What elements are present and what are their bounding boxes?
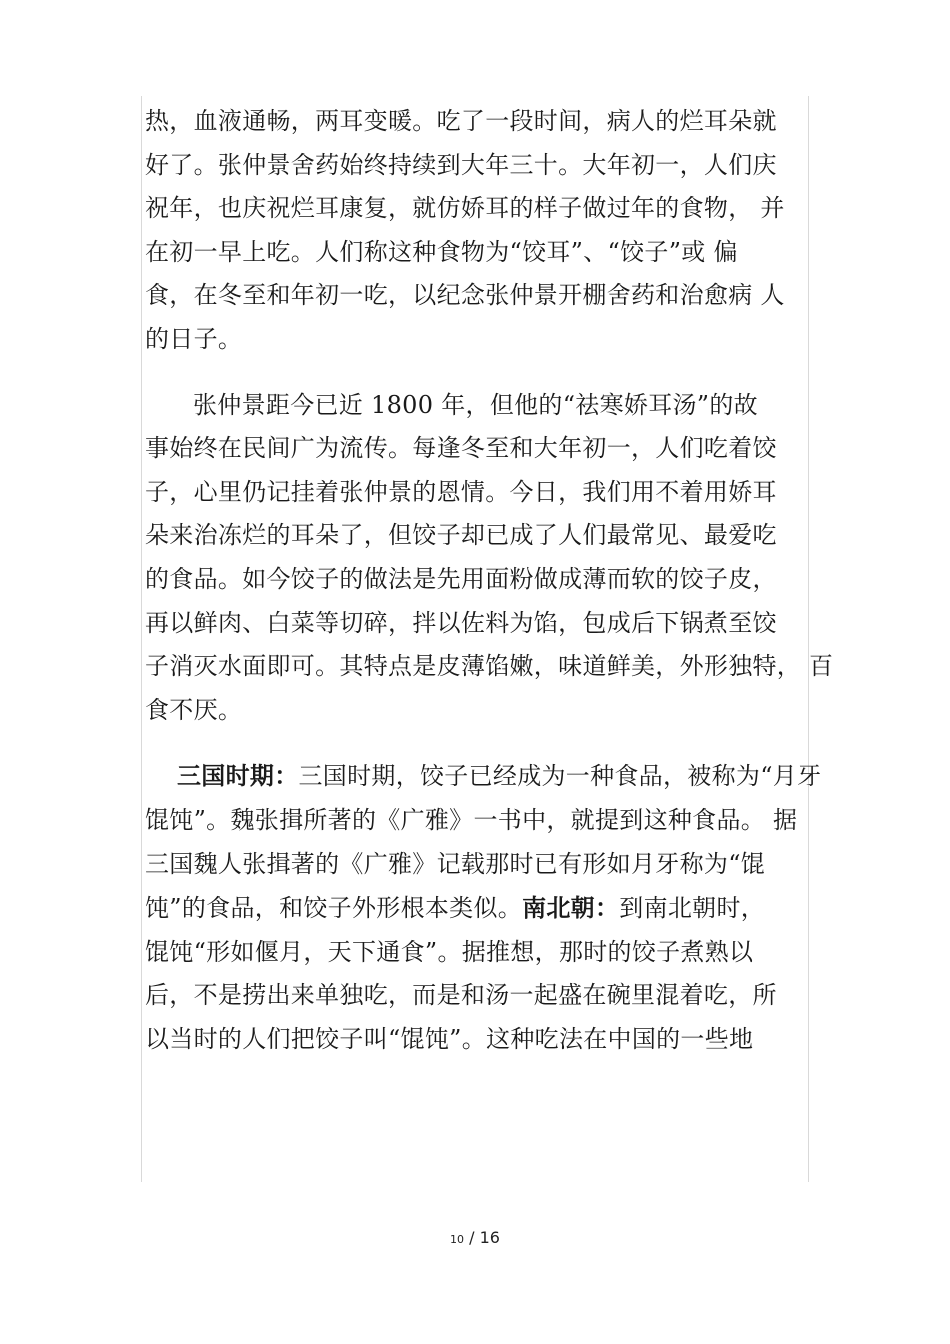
document-body — [145, 100, 834, 1061]
text-span: 三国时期，饺子已经成为一种食品，被称为“月牙 — [298, 762, 822, 791]
page-number — [0, 1228, 950, 1247]
text-line — [145, 886, 807, 931]
paragraph-3 — [145, 754, 822, 1061]
text-line: 张仲景距今已近 1800 年，但他的“祛寒娇耳汤”的故 — [193, 390, 758, 419]
section-heading-northern-southern: 南北朝： — [522, 893, 620, 923]
text-line: 的日子。 — [145, 324, 243, 353]
text-span: 到南北朝时， — [619, 894, 766, 923]
text-line: 馄饨“形如偃月，天下通食”。据推想，那时的饺子煮熟以 — [145, 937, 754, 966]
paragraph-2 — [145, 384, 834, 733]
total-pages: 16 — [479, 1228, 500, 1247]
text-line: 祝年，也庆祝烂耳康复，就仿娇耳的样子做过年的食物， 并 — [145, 194, 785, 223]
text-line: 以当时的人们把饺子叫“馄饨”。这种吃法在中国的一些地 — [145, 1024, 754, 1053]
text-line: 的食品。如今饺子的做法是先用面粉做成薄而软的饺子皮， — [145, 564, 777, 593]
text-line: 子，心里仍记挂着张仲景的恩情。今日，我们用不着用娇耳 — [145, 477, 777, 506]
text-line: 事始终在民间广为流传。每逢冬至和大年初一，人们吃着饺 — [145, 434, 777, 463]
text-line: 子消灭水面即可。其特点是皮薄馅嫩，味道鲜美，外形独特， 百 — [145, 652, 834, 681]
current-page-number: 10 — [450, 1233, 465, 1246]
text-line: 在初一早上吃。人们称这种食物为“饺耳”、“饺子”或 偏 — [145, 237, 738, 266]
paragraph-1 — [145, 100, 807, 362]
text-line: 馄饨”。魏张揖所著的《广雅》一书中，就提到这种食品。 据 — [145, 805, 798, 834]
page-separator: / — [464, 1228, 480, 1247]
text-line — [145, 754, 822, 799]
text-span: 饨”的食品，和饺子外形根本类似。 — [145, 894, 523, 923]
text-line: 好了。张仲景舍药始终持续到大年三十。大年初一，人们庆 — [145, 150, 777, 179]
section-heading-three-kingdoms: 三国时期： — [177, 761, 299, 791]
text-line: 朵来治冻烂的耳朵了，但饺子却已成了人们最常见、最爱吃 — [145, 521, 777, 550]
text-line: 再以鲜肉、白菜等切碎，拌以佐料为馅，包成后下锅煮至饺 — [145, 608, 777, 637]
text-line: 热，血液通畅，两耳变暖。吃了一段时间，病人的烂耳朵就 — [145, 107, 777, 135]
text-line: 食不厌。 — [145, 695, 243, 724]
text-line: 食，在冬至和年初一吃，以纪念张仲景开棚舍药和治愈病 人 — [145, 281, 785, 310]
text-line: 后，不是捞出来单独吃，而是和汤一起盛在碗里混着吃，所 — [145, 981, 777, 1010]
text-line: 三国魏人张揖著的《广雅》记载那时已有形如月牙称为“馄 — [145, 849, 766, 878]
